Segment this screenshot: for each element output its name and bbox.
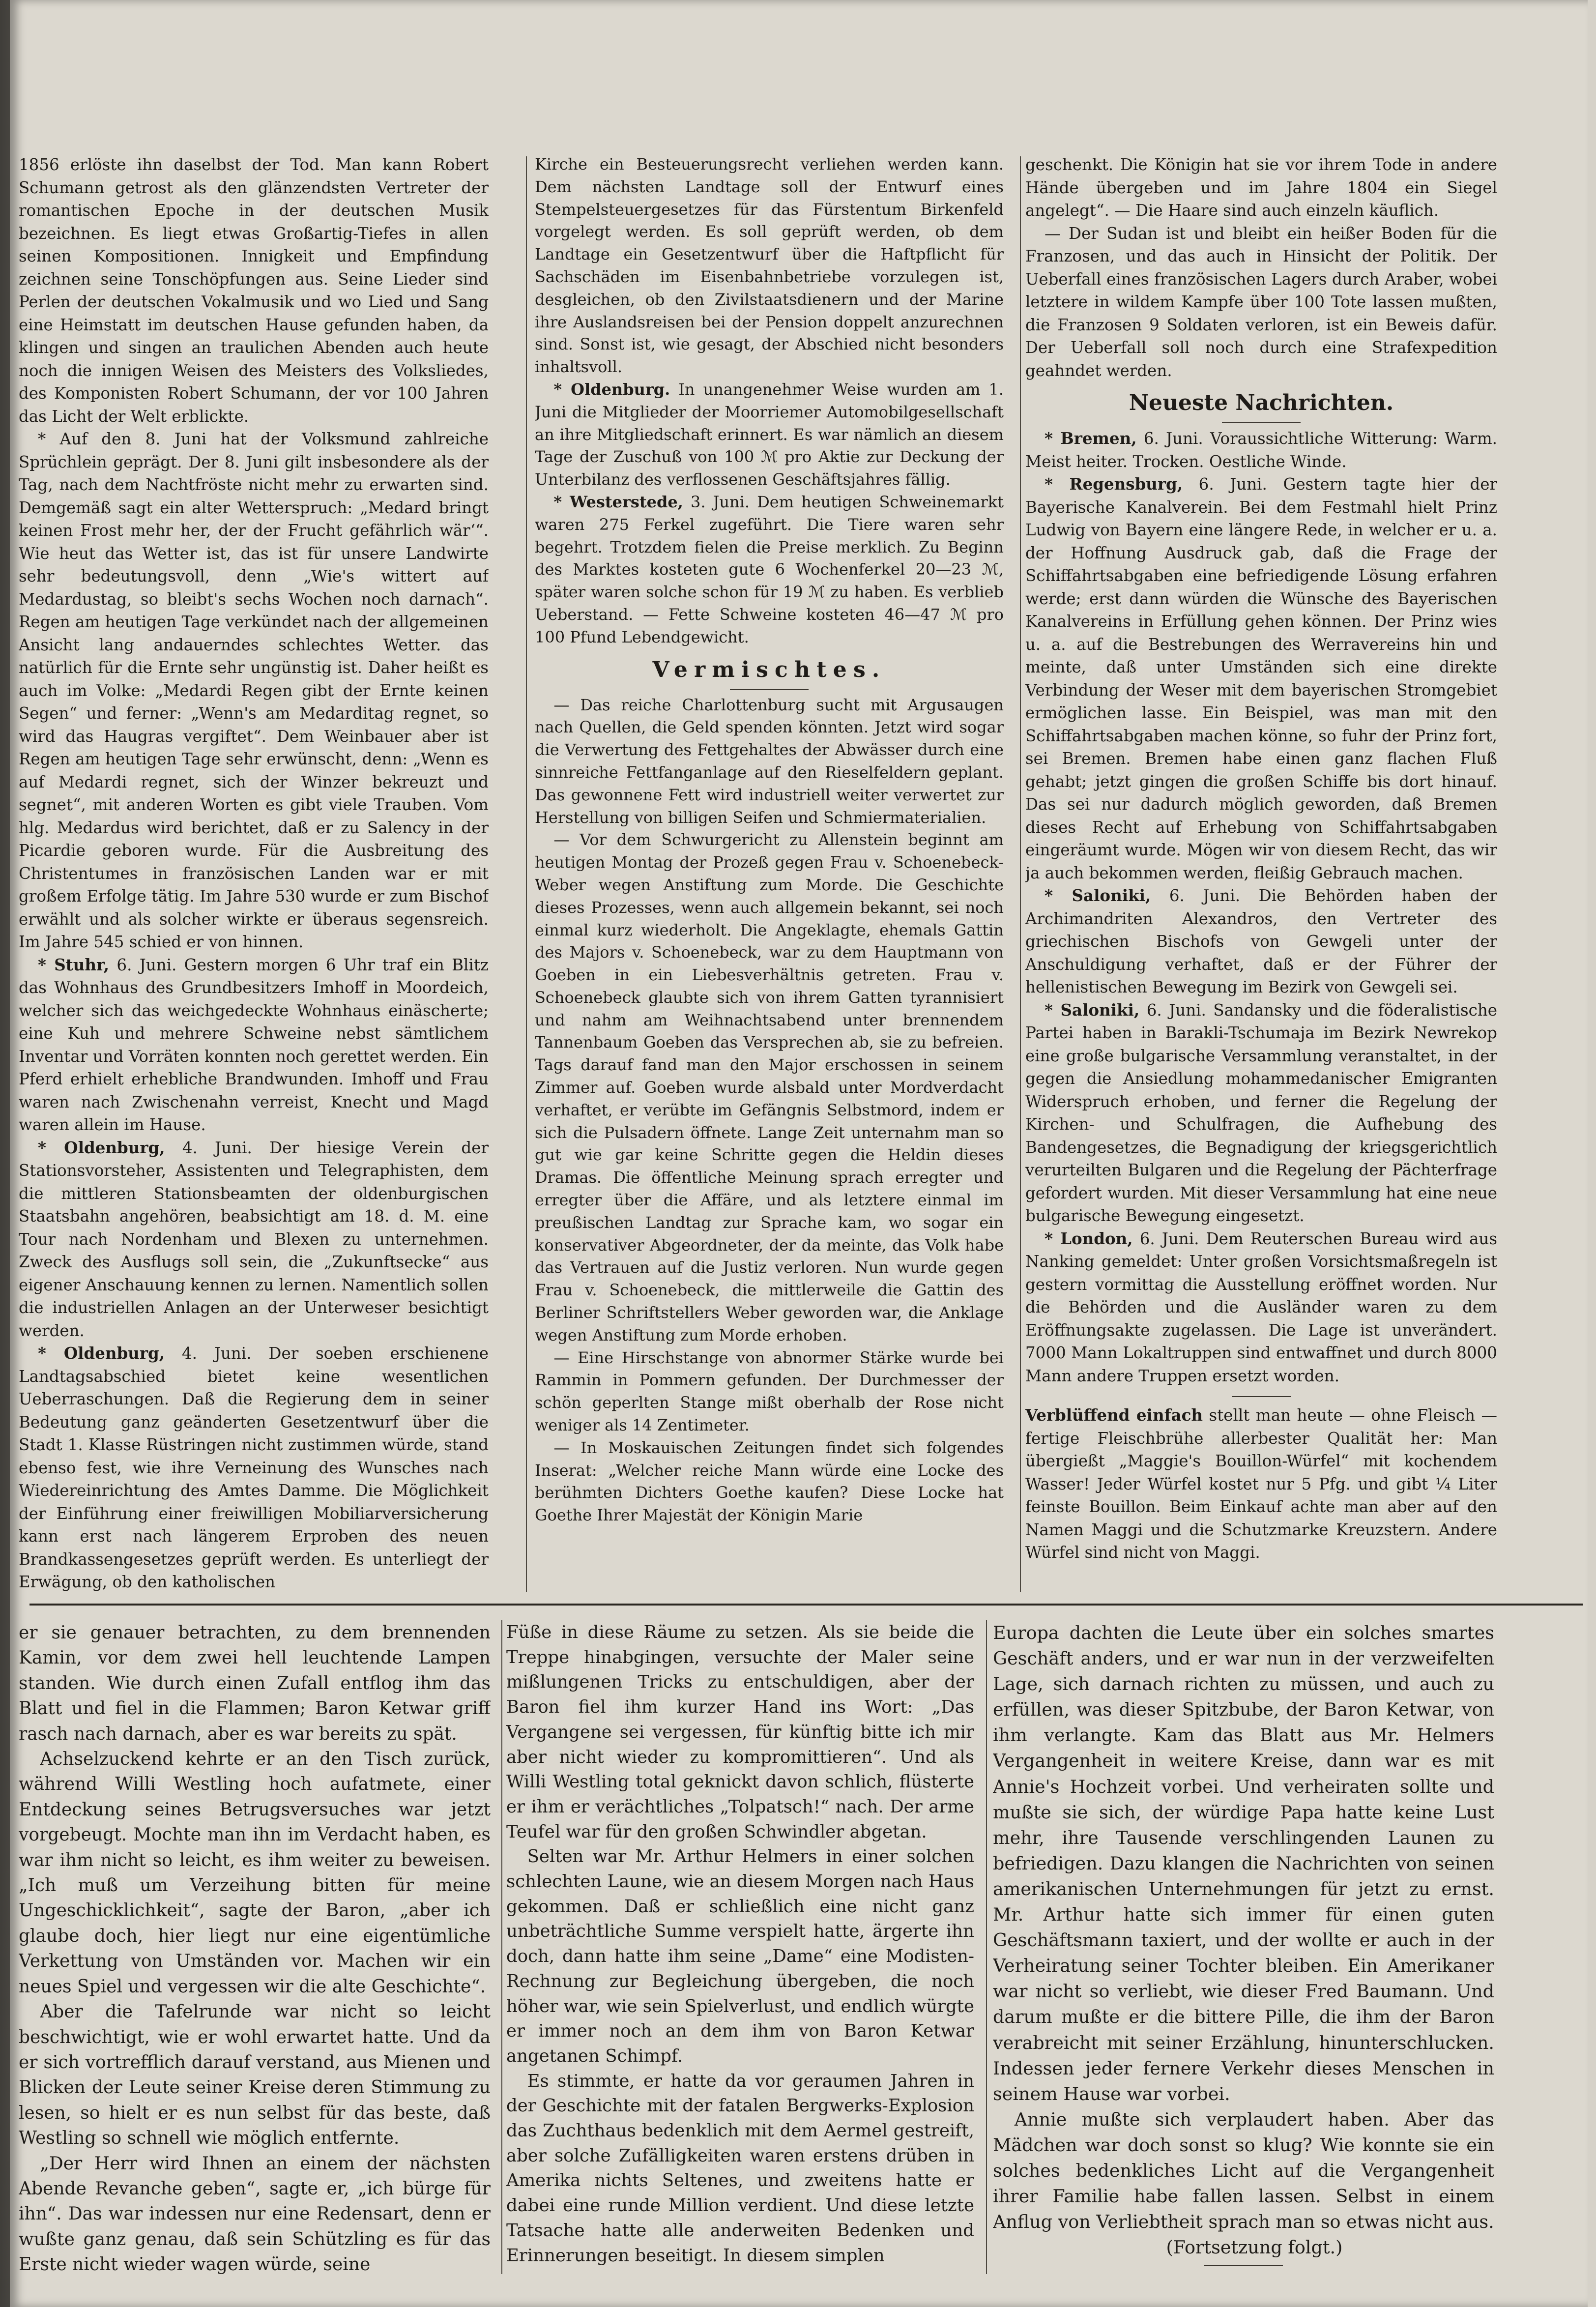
section-heading: Neueste Nachrichten. (1025, 389, 1497, 423)
article-paragraph (19, 1999, 491, 2151)
article-paragraph (1025, 473, 1497, 884)
section-divider (29, 1604, 1583, 1606)
paragraph-text: „Der Herr wird Ihnen an einem der nächsten Abende Revanche geben“, sagte er, „ich bürge für ihn“. Das war indessen nur eine Redensart, denn er wußte ganz genau, daß sein Schützling es für das Erste nicht wieder wagen würde, seine (19, 2153, 491, 2275)
article-paragraph (19, 153, 489, 428)
article-paragraph (1025, 884, 1497, 999)
paragraph-text: — Das reiche Charlottenburg sucht mit Argusaugen nach Quellen, die Geld spenden könnten. Jetzt wird sogar die Verwertung des Fettgehaltes der Abwässer durch eine sinnreiche Fettfanganlage auf den Rieselfeldern geplant. Das gewonnene Fett wird industriell weiter verwertet zur Herstellung von billigen Seifen und Schmiermaterialien. (535, 695, 1004, 827)
article-paragraph (535, 153, 1004, 379)
article-paragraph (19, 1620, 491, 1747)
dateline: * Westerstede, (553, 492, 683, 511)
dateline: * Oldenburg, (38, 1138, 165, 1157)
article-paragraph (1025, 999, 1497, 1227)
article-paragraph (19, 1747, 491, 1999)
column-rule (1020, 156, 1021, 1592)
lower-column-2 (506, 1620, 974, 2279)
dateline: * Bremen, (1045, 429, 1137, 448)
paragraph-text: 1856 erlöste ihn daselbst der Tod. Man kann Robert Schumann getrost als den glänzendsten Vertreter der romantischen Epoche in der deutschen Musik bezeichnen. Es liegt etwas Großartig-Tiefes in allen seinen Kompositionen. Innigkeit und Empfindung zeichnen seine Tonschöpfungen aus. Seine Lieder sind Perlen der deutschen Vokalmusik und wo Lied und Sang eine Heimstatt im deutschen Hause gefunden haben, da klingen und singen an traulichen Abenden auch heute noch die innigen Weisen des Meisters des Volksliedes, des Komponisten Robert Schumann, der vor 100 Jahren das Licht der Welt erblickte. (19, 155, 489, 426)
article-separator (1232, 1396, 1291, 1397)
dateline: * Regensburg, (1045, 474, 1183, 494)
paragraph-text: stellt man heute — ohne Fleisch — fertige Fleischbrühe allerbester Qualität her: Man übergießt „Maggie's Bouillon-Würfel“ mit kochendem Wasser! Jeder Würfel kostet nur 5 Pfg. und gibt ¼ Liter feinste Bouillon. Beim Einkauf achte man aber auf den Namen Maggi und die Schutzmarke Kreuzstern. Andere Würfel sind nicht von Maggi. (1025, 1406, 1497, 1562)
paragraph-text: — In Moskauischen Zeitungen findet sich folgendes Inserat: „Welcher reiche Mann würde eine Locke des berühmten Dichters Goethe kaufen? Diese Locke hat Goethe Ihrer Majestät der Königin Marie (535, 1438, 1004, 1525)
article-paragraph (1025, 153, 1497, 222)
upper-column-2 (535, 153, 1004, 1594)
paragraph-text: — Der Sudan ist und bleibt ein heißer Boden für die Franzosen, und das auch in Hinsicht der Politik. Der Ueberfall eines französischen Lagers durch Araber, wobei letztere in wildem Kampfe über 100 Tote lassen mußten, die Franzosen 9 Soldaten verloren, ist ein Beweis dafür. Der Ueberfall soll noch durch eine Strafexpedition geahndet werden. (1025, 224, 1497, 380)
article-paragraph (19, 1137, 489, 1343)
article-paragraph (506, 1844, 974, 2069)
paragraph-text: 6. Juni. Gestern tagte hier der Bayerische Kanalverein. Bei dem Festmahl hielt Prinz Ludwig von Bayern eine längere Rede, in welcher er u. a. der Hoffnung Ausdruck gab, daß die Frage der Schiffahrtsabgaben eine befriedigende Lösung erfahren werde; erst dann würden die Wünsche des Bayerischen Kanalvereins in Erfüllung gehen können. Der Prinz wies u. a. auf die Bestrebungen des Werravereins hin und meinte, daß unter Umständen sich eine direkte Verbindung der Weser mit dem bayerischen Stromgebiet ermöglichen lasse. Ein Beispiel, was man mit den Schiffahrtsabgaben machen könne, so fuhr der Prinz fort, sei Bremen. Bremen habe einen ganz flachen Fluß gehabt; jetzt gingen die großen Schiffe bis dort hinauf. Das sei nur dadurch möglich geworden, daß Bremen dieses Recht auf Erhebung von Schiffahrtsabgaben eingeräumt wurde. Mögen wir von diesem Recht, das wir ja auch bekommen werden, fleißig Gebrauch machen. (1025, 475, 1497, 882)
article-paragraph (535, 694, 1004, 829)
column-rule (501, 1620, 502, 2274)
paragraph-text: 4. Juni. Der hiesige Verein der Stationsvorsteher, Assistenten und Telegraphisten, dem die mittleren Stationsbeamten der oldenburgischen Staatsbahn angehören, beabsichtigt am 18. d. M. eine Tour nach Nordenham und Blexen zu unternehmen. Zweck des Ausflugs soll sein, die „Zukunftsecke“ aus eigener Anschauung kennen zu lernen. Namentlich sollen die industriellen Anlagen an der Unterweser besichtigt werden. (19, 1138, 489, 1340)
end-rule (1204, 2265, 1283, 2266)
paragraph-text: — Eine Hirschstange von abnormer Stärke wurde bei Rammin in Pommern gefunden. Der Durchmesser der schön geperlten Stange mißt oberhalb der Rose nicht weniger als 14 Zentimeter. (535, 1348, 1004, 1435)
paragraph-text: 6. Juni. Die Behörden haben der Archimandriten Alexandros, den Vertreter des griechischen Bischofs von Gewgeli unter der Anschuldigung verhaftet, daß er der Führer der hellenistischen Bewegung im Bezirk von Gewgeli sei. (1025, 886, 1497, 996)
article-paragraph (993, 2107, 1494, 2235)
article-paragraph (1025, 1227, 1497, 1388)
article-paragraph (1025, 427, 1497, 473)
continuation-note: (Fortsetzung folgt.) (1166, 2237, 1343, 2258)
heading-rule (1222, 422, 1301, 423)
article-paragraph (506, 1620, 974, 1844)
article-paragraph (19, 954, 489, 1137)
article-paragraph (19, 428, 489, 954)
upper-column-3 (1025, 153, 1497, 1594)
heading-rule (730, 689, 809, 690)
article-paragraph (993, 1620, 1494, 2107)
paragraph-text: 4. Juni. Der soeben erschienene Landtagsabschied bietet keine wesentlichen Ueberraschungen. Daß die Regierung dem in seiner Bedeutung ganz geänderten Gesetzentwurf über die Stadt 1. Klasse Rüstringen nicht zustimmen würde, stand ebenso fest, wie ihre Verneinung des Wunsches nach Wiedereinrichtung des Amtes Damme. Die Möglichkeit der Einführung einer freiwilligen Mobiliarversicherung kann erst nach längerem Erproben des neuen Brandkassengesetzes geprüft werden. Es unterliegt der Erwägung, ob den katholischen (19, 1344, 489, 1591)
article-paragraph (535, 829, 1004, 1346)
column-rule (986, 1620, 987, 2274)
article-paragraph (535, 491, 1004, 649)
paragraph-text: geschenkt. Die Königin hat sie vor ihrem Tode in andere Hände übergeben und im Jahre 1804 ein Siegel angelegt“. — Die Haare sind auch einzeln käuflich. (1025, 155, 1497, 220)
paragraph-text: Es stimmte, er hatte da vor geraumen Jahren in der Geschichte mit der fatalen Bergwerks-Explosion das Zuchthaus bedenklich mit dem Aermel gestreift, aber solche Zufälligkeiten waren erstens drüben in Amerika nichts Seltenes, und zweitens hatte er dabei eine runde Million verdient. Und diese letzte Tatsache hatte alle anderweiten Bedenken und Erinnerungen beseitigt. In diesem simplen (506, 2071, 974, 2266)
paragraph-text: Europa dachten die Leute über ein solches smartes Geschäft anders, und er war nun in der verzweifelten Lage, sich darnach richten zu müssen, und auch zu erfüllen, was dieser Spitzbube, der Baron Ketwar, von ihm verlangte. Kam das Blatt aus Mr. Helmers Vergangenheit in weitere Kreise, dann war es mit Annie's Hochzeit vorbei. Und verheiraten sollte und mußte sie sich, der würdige Papa hatte keine Lust mehr, ihre Tausende verschlingenden Launen zu befriedigen. Dazu klangen die Nachrichten von seinen amerikanischen Unternehmungen für jetzt zu ernst. Mr. Arthur hatte sich immer für einen guten Geschäftsmann taxiert, und der wollte er auch in der Verheiratung seiner Tochter bleiben. Ein Amerikaner war nicht so verliebt, wie dieser Fred Baumann. Und darum mußte er die bittere Pille, die ihm der Baron verabreicht mit seiner Erzählung, hinunterschlucken. Indessen jeder fernere Verkehr dieses Menschen in seinem Hause war vorbei. (993, 1622, 1494, 2104)
paragraph-text: — Vor dem Schwurgericht zu Allenstein beginnt am heutigen Montag der Prozeß gegen Frau v. Schoenebeck-Weber wegen Anstiftung zum Morde. Die Geschichte dieses Prozesses, wenn auch allgemein bekannt, sei noch einmal kurz wiederholt. Die Angeklagte, ehemals Gattin des Majors v. Schoenebeck, war zu dem Hauptmann von Goeben in ein Liebesverhältnis getreten. Frau v. Schoenebeck glaubte sich von ihrem Gatten tyrannisiert und nahm am Weihnachtsabend unter brennendem Tannenbaum Goeben das Versprechen ab, sie zu befreien. Tags darauf fand man den Major erschossen in seinem Zimmer auf. Goeben wurde alsbald unter Mordverdacht verhaftet, er verübte im Gefängnis Selbstmord, indem er sich die Pulsadern öffnete. Lange Zeit unternahm man so gut wie gar keine Schritte gegen die Heldin dieses Dramas. Die öffentliche Meinung sprach erregter und erregter über die Affäre, und als letztere einmal im preußischen Landtag zur Sprache kam, wo sogar ein konservativer Abgeordneter, der da meinte, das Volk habe das Vertrauen auf die Justiz verloren. Nun wurde gegen Frau v. Schoenebeck, die mittlerweile die Gattin des Berliner Schriftstellers Weber geworden war, die Anklage wegen Anstiftung zum Morde erhoben. (535, 830, 1004, 1344)
paragraph-text: 6. Juni. Dem Reuterschen Bureau wird aus Nanking gemeldet: Unter großen Vorsichtsmaßregeln ist gestern vormittag die Ausstellung eröffnet worden. Nur die Behörden und die Ausländer waren zu dem Eröffnungsakte zugelassen. Die Lage ist unverändert. 7000 Mann Lokaltruppen sind entwaffnet und durch 8000 Mann andere Truppen ersetzt worden. (1025, 1229, 1497, 1385)
article-paragraph (535, 1437, 1004, 1527)
column-rule (526, 156, 527, 1592)
upper-column-1 (19, 153, 489, 1594)
dateline: Verblüffend einfach (1025, 1405, 1203, 1425)
lower-column-3 (993, 1620, 1494, 2279)
article-paragraph (19, 1342, 489, 1594)
paragraph-text: Selten war Mr. Arthur Helmers in einer solchen schlechten Laune, wie an diesem Morgen nach Haus gekommen. Daß er schließlich eine nicht ganz unbeträchtliche Summe verspielt hatte, ärgerte ihn doch, dann hatte ihm seine „Dame“ eine Modisten-Rechnung zur Begleichung übergeben, die noch höher war, wie sein Spielverlust, und endlich würgte er immer noch an dem ihm von Baron Ketwar angetanen Schimpf. (506, 1846, 974, 2066)
article-paragraph (19, 2151, 491, 2278)
article-paragraph (1025, 222, 1497, 382)
newspaper-page (10, 0, 1588, 2307)
article-paragraph (1025, 1404, 1497, 1564)
paragraph-text: Kirche ein Besteuerungsrecht verliehen werden kann. Dem nächsten Landtage soll der Entwurf eines Stempelsteuergesetzes für das Fürstentum Birkenfeld vorgelegt werden. Es soll geprüft werden, ob dem Landtage ein Gesetzentwurf über die Haftpflicht für Sachschäden im Eisenbahnbetriebe vorzulegen ist, desgleichen, ob den Zivilstaatsdienern und der Marine ihre Auslandsreisen bei der Pension doppelt anzurechnen sind. Sonst ist, wie gesagt, der Abschied nicht besonders inhaltsvoll. (535, 155, 1004, 377)
dateline: * London, (1045, 1228, 1133, 1248)
article-paragraph (535, 1347, 1004, 1437)
section-heading: Vermischtes. (535, 656, 1004, 690)
dateline: * Oldenburg, (38, 1343, 165, 1363)
paragraph-text: Achselzuckend kehrte er an den Tisch zurück, während Willi Westling hoch aufatmete, einer Entdeckung seines Betrugsversuches war jetzt vorgebeugt. Mochte man ihn im Verdacht haben, es war ihm nicht so leicht, es ihm weiter zu beweisen. „Ich muß um Verzeihung bitten für meine Ungeschicklichkeit“, sagte der Baron, „aber ich glaube doch, hier liegt nur eine eigentümliche Verkettung von Umständen vor. Machen wir ein neues Spiel und vergessen wir die alte Geschichte“. (19, 1749, 491, 1997)
paragraph-text: 6. Juni. Sandansky und die föderalistische Partei haben in Barakli-Tschumaja im Bezirk Newrekop eine große bulgarische Versammlung veranstaltet, in der gegen die Ansiedlung mohammedanischer Emigranten Widerspruch erhoben, und ferner die Regelung der Kirchen- und Schulfragen, die Aufhebung des Bandengesetzes, die Begnadigung der kriegsgerichtlich verurteilten Bulgaren und die Regelung der Pächterfrage gefordert wurden. Mit dieser Versammlung hat eine neue bulgarische Bewegung eingesetzt. (1025, 1000, 1497, 1225)
paragraph-text: 3. Juni. Dem heutigen Schweinemarkt waren 275 Ferkel zugeführt. Die Tiere waren sehr begehrt. Trotzdem fielen die Preise merklich. Zu Beginn des Marktes kosteten gute 6 Wochenferkel 20—23 ℳ, später waren solche schon für 19 ℳ zu haben. Es verblieb Ueberstand. — Fette Schweine kosteten 46—47 ℳ pro 100 Pfund Lebendgewicht. (535, 492, 1004, 646)
article-paragraph (535, 379, 1004, 491)
dateline: * Stuhr, (38, 955, 110, 974)
paragraph-text: In unangenehmer Weise wurden am 1. Juni die Mitglieder der Moorriemer Automobilgesellschaft an ihre Mitgliedschaft erinnert. Es war nämlich an diesem Tage der Zuschuß von 100 ℳ pro Aktie zur Deckung der Unterbilanz des verflossenen Geschäftsjahres fällig. (535, 380, 1004, 489)
article-paragraph (506, 2069, 974, 2269)
paragraph-text: Aber die Tafelrunde war nicht so leicht beschwichtigt, wie er wohl erwartet hatte. Und da er sich vortrefflich darauf verstand, aus Mienen und Blicken der Leute seiner Kreise deren Stimmung zu lesen, so hielt er es nun selbst für das beste, daß Westling so schnell wie möglich entfernte. (19, 2002, 491, 2149)
paragraph-text: Füße in diese Räume zu setzen. Als sie beide die Treppe hinabgingen, versuchte der Maler seine mißlungenen Tricks zu entschuldigen, aber der Baron fiel ihm kurzer Hand ins Wort: „Das Vergangene sei vergessen, für künftig bitte ich mir aber nicht wieder zu kompromittieren“. Und als Willi Westling total geknickt davon schlich, flüsterte er ihm er verächtliches „Tolpatsch!“ nach. Der arme Teufel war für den großen Schwindler abgetan. (506, 1622, 974, 1842)
dateline: * Saloniki, (1045, 1000, 1140, 1020)
paragraph-text: * Auf den 8. Juni hat der Volksmund zahlreiche Sprüchlein geprägt. Der 8. Juni gilt insbesondere als der Tag, nach dem Nachtfröste nicht mehr zu erwarten sind. Demgemäß sagt ein alter Wetterspruch: „Medard bringt keinen Frost mehr her, der der Frucht gefährlich wär‘“. Wie heut das Wetter ist, das ist für unsere Landwirte sehr bedeutungsvoll, denn „Wie's wittert auf Medardustag, so bleibt's sechs Wochen noch darnach“. Regen am heutigen Tage verkündet nach der allgemeinen Ansicht lang andauerndes schlechtes Wetter. das natürlich für die Ernte sehr ungünstig ist. Daher heißt es auch im Volke: „Medardi Regen gibt der Ernte keinen Segen“ und ferner: „Wenn's am Medarditag regnet, so wird das Haugras vergiftet“. Dem Weinbauer aber ist Regen am heutigen Tage sehr erwünscht, denn: „Wenn es auf Medardi regnet, sich der Winzer bekreuzt und segnet“, mit anderen Worten es gibt viele Trauben. Vom hlg. Medardus wird berichtet, daß er zu Salency in der Picardie geboren wurde. Für die Ausbreitung des Christentumes in französischen Landen war er mit großem Erfolge tätig. Im Jahre 530 wurde er zum Bischof erwählt und als solcher wirkte er überaus segensreich. Im Jahre 545 schied er von hinnen. (19, 430, 489, 951)
paragraph-text: er sie genauer betrachten, zu dem brennenden Kamin, vor dem zwei hell leuchtende Lampen standen. Wie durch einen Zufall entflog ihm das Blatt und fiel in die Flammen; Baron Ketwar griff rasch nach darnach, aber es war bereits zu spät. (19, 1623, 491, 1744)
paragraph-text: Annie mußte sich verplaudert haben. Aber das Mädchen war doch sonst so klug? Wie konnte sie ein solches bedenkliches Licht auf die Vergangenheit ihrer Familie habe fallen lassen. Selbst in einem Anflug von Verliebtheit sprach man so etwas nicht aus. (993, 2108, 1494, 2233)
dateline: * Oldenburg. (553, 380, 670, 399)
dateline: * Saloniki, (1045, 886, 1151, 905)
paragraph-text: 6. Juni. Voraussichtliche Witterung: Warm. Meist heiter. Trocken. Oestliche Winde. (1025, 429, 1497, 471)
paragraph-text: 6. Juni. Gestern morgen 6 Uhr traf ein Blitz das Wohnhaus des Grundbesitzers Imhoff in Moordeich, welcher sich das weichgedeckte Wohnhaus einäscherte; eine Kuh und mehrere Schweine nebst sämtlichem Inventar und Vorräten konnten noch gerettet werden. Ein Pferd erhielt erhebliche Brandwunden. Imhoff und Frau waren nach Zwischenahn verreist, Knecht und Magd waren allein im Hause. (19, 955, 489, 1134)
lower-column-1 (19, 1620, 491, 2279)
